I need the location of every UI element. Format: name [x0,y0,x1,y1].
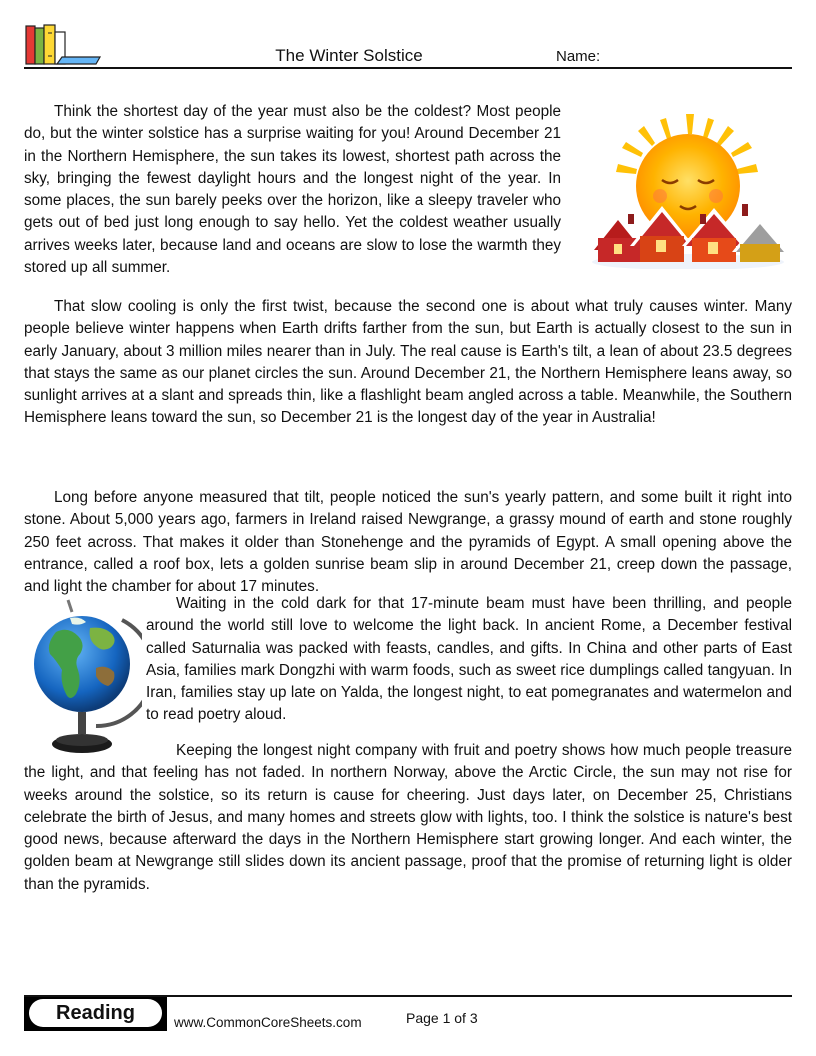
header-divider [24,67,792,69]
sleeping-sun-image [588,114,788,269]
paragraph-1: Think the shortest day of the year must also be the coldest? Most people do, but the winter solstice has a surprise waiting for you! Around December 21 in the Northern Hemisphere, the sun takes its lowest, shortest path across the sky, bringing the fewest daylight hours and the longest night of the year. In some places, the sun barely peeks over the horizon, like a sleepy traveler who gets out of bed just long enough to say hello. Yet the coldest weather usually arrives weeks later, because land and oceans are slow to lose the warmth they stored up all summer. [24,103,561,277]
page-title: The Winter Solstice [275,46,423,65]
paragraph-5: Keeping the longest night company with fruit and poetry shows how much people treasure the light, and that feeling has not faded. In northern Norway, above the Arctic Circle, the sun may not rise for weeks around the solstice, so its return is cause for cheering. Just days later, on December 25, Christians celebrate the birth of Jesus, and many homes and streets glow with lights, too. I think the solstice is nature's best good news, because afterward the days in the Northern Hemisphere start growing longer. And each winter, the golden beam at Newgrange still slides down its ancient passage, proof that the promise of returning light is older than the pyramids. [24,742,792,893]
paragraph-4: Waiting in the cold dark for that 17-minute beam must have been thrilling, and people around the world still love to welcome the light back. In ancient Rome, a December festival called Saturnalia was packed with feasts, candles, and gifts. In China and other parts of East Asia, families mark Dongzhi with warm foods, such as sweet rice dumplings called tangyuan. In Iran, families stay up late on Yalda, the longest night, to eat pomegranates and watermelon and to read poetry aloud. [146,595,792,724]
globe-wrap-spacer [24,740,146,762]
paragraph-3: Long before anyone measured that tilt, people noticed the sun's yearly pattern, and some built it right into stone. About 5,000 years ago, farmers in Ireland raised Newgrange, a grassy mound of earth and stone roughly 250 feet across. That makes it older than Stonehenge and the pyramids of Egypt. A small opening above the entrance, called a roof box, lets a golden sunrise beam slip in around December 21, creep down the passage, and light the chamber for about 17 minutes. [24,489,792,596]
paragraph-5-container [24,740,792,896]
desk-globe-image [30,598,142,756]
name-label: Name: [556,48,601,65]
reading-badge [24,997,167,1031]
page-number: Page 1 of 3 [406,1010,478,1026]
page-header [24,24,792,70]
reading-badge-label: Reading [29,999,162,1027]
paragraph-2: That slow cooling is only the first twist, because the second one is about what truly causes winter. Many people believe winter happens when Earth drifts farther from the sun, but Earth is actually closest to the sun in early January, about 3 million miles nearer than in July. The real cause is Earth's tilt, a lean of about 23.5 degrees that stays the same as our planet circles the sun. Around December 21, the Northern Hemisphere leans away, so sunlight arrives at a slant and spreads thin, like a flashlight beam angled across a table. Meanwhile, the Southern Hemisphere leans toward the sun, so December 21 is the longest day of the year in Australia! [24,298,792,427]
site-url: www.CommonCoreSheets.com [174,1015,362,1030]
